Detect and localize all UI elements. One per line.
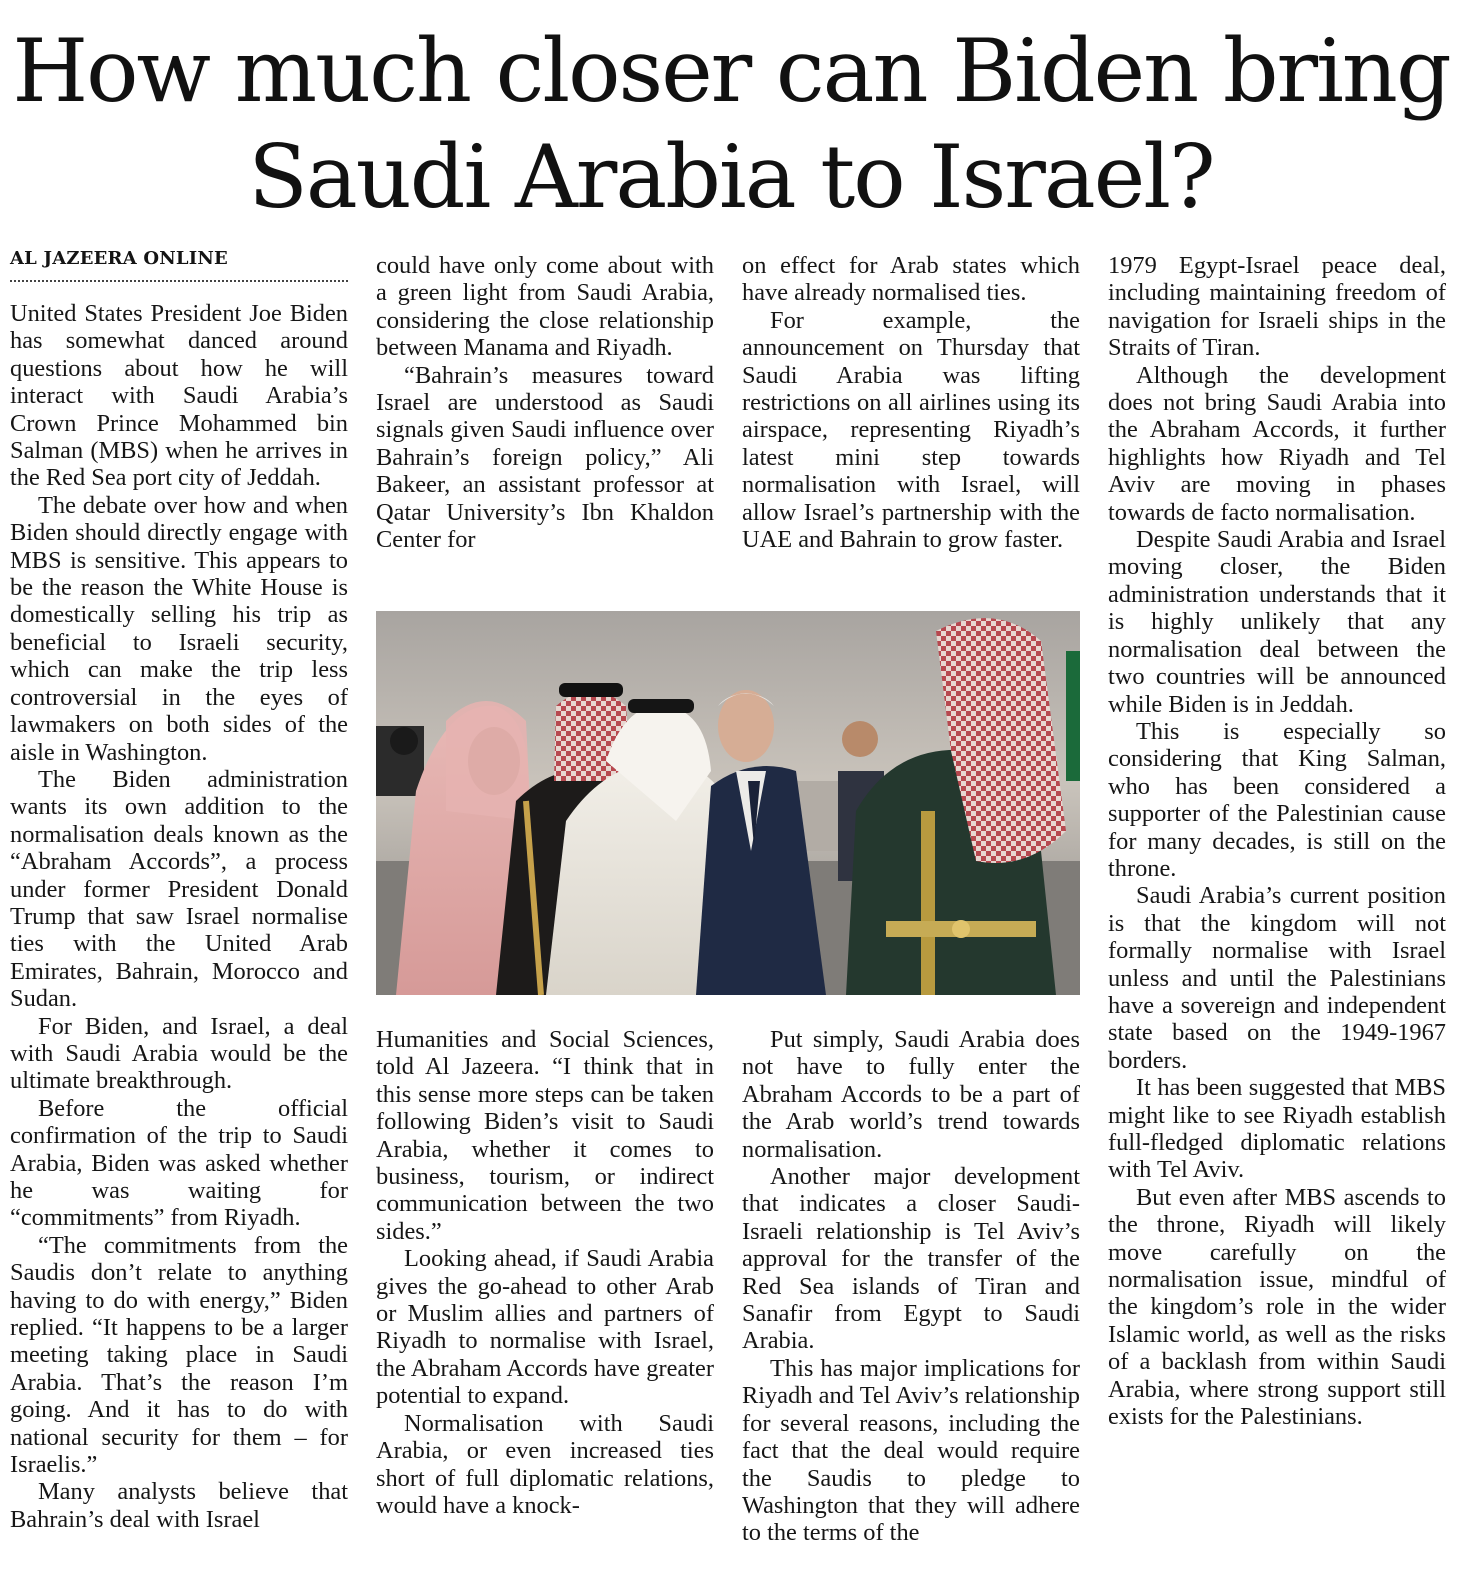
paragraph: This has major implications for Riyadh and Tel Aviv’s relationship for several reasons, including the fact that the deal would require the Saudis to pledge to Washington that they will adhere to the terms of the [742,1354,1080,1547]
article-column-3-top [742,252,1080,553]
paragraph: It has been suggested that MBS might like to see Riyadh establish full-fledged diplomatic relations with Tel Aviv. [1108,1074,1446,1184]
paragraph: 1979 Egypt-Israel peace deal, including maintaining freedom of navigation for Israeli ships in the Straits of Tiran. [1108,252,1446,362]
paragraph: But even after MBS ascends to the throne, Riyadh will likely move carefully on the normalisation issue, mindful of the kingdom’s role in the wider Islamic world, as well as the risks of a backlash from within Saudi Arabia, where strong support still exists for the Palestinians. [1108,1183,1446,1431]
paragraph: could have only come about with a green light from Saudi Arabia, considering the close relationship between Manama and Riyadh. [376,252,714,362]
byline: AL JAZEERA ONLINE [10,246,348,282]
paragraph: The Biden administration wants its own addition to the normalisation deals known as the “Abraham Accords”, a process under former President Donald Trump that saw Israel normalise ties with the United Arab Emirates, Bahrain, Morocco and Sudan. [10,765,348,1013]
paragraph: on effect for Arab states which have already normalised ties. [742,252,1080,307]
news-photo [376,611,1080,995]
paragraph: Humanities and Social Sciences, told Al Jazeera. “I think that in this sense more steps can be taken following Biden’s visit to Saudi Arabia, whether it comes to business, tourism, or indirect communication between the two sides.” [376,1026,714,1245]
article-column-3-bottom [742,1026,1080,1547]
paragraph: Put simply, Saudi Arabia does not have to fully enter the Abraham Accords to be a part of the Arab world’s trend towards normalisation. [742,1026,1080,1163]
paragraph: For Biden, and Israel, a deal with Saudi Arabia would be the ultimate breakthrough. [10,1012,348,1095]
paragraph: Despite Saudi Arabia and Israel moving closer, the Biden administration understands that it is highly unlikely that any normalisation deal between the two countries will be announced while Biden is in Jeddah. [1108,526,1446,718]
photo-illustration [376,611,1080,995]
article-column-2-bottom [376,1026,714,1519]
paragraph: Although the development does not bring Saudi Arabia into the Abraham Accords, it further highlights how Riyadh and Tel Aviv are moving in phases towards de facto normalisation. [1108,361,1446,526]
paragraph: Looking ahead, if Saudi Arabia gives the go-ahead to other Arab or Muslim allies and partners of Riyadh to normalise with Israel, the Abraham Accords have greater potential to expand. [376,1245,714,1410]
paragraph: Before the official confirmation of the trip to Saudi Arabia, Biden was asked whether he was waiting for “commitments” from Riyadh. [10,1094,348,1232]
paragraph: For example, the announcement on Thursday that Saudi Arabia was lifting restrictions on all airlines using its airspace, representing Riyadh’s latest mini step towards normalisation with Israel, will allow Israel’s partnership with the UAE and Bahrain to grow faster. [742,306,1080,554]
paragraph: United States President Joe Biden has somewhat danced around questions about how he will interact with Saudi Arabia’s Crown Prince Mohammed bin Salman (MBS) when he arrives in the Red Sea port city of Jeddah. [10,300,348,492]
paragraph: Normalisation with Saudi Arabia, or even increased ties short of full diplomatic relations, would have a knock- [376,1409,714,1519]
paragraph: Saudi Arabia’s current position is that the kingdom will not formally normalise with Israel unless and until the Palestinians have a sovereign and independent state based on the 1949-1967 borders. [1108,882,1446,1074]
paragraph: The debate over how and when Biden should directly engage with MBS is sensitive. This appears to be the reason the White House is domestically selling his trip as beneficial to Israeli security, which can make the trip less controversial in the eyes of lawmakers on both sides of the aisle in Washington. [10,491,348,766]
paragraph: This is especially so considering that King Salman, who has been considered a supporter of the Palestinian cause for many decades, is still on the throne. [1108,717,1446,882]
paragraph: Another major development that indicates a closer Saudi-Israeli relationship is Tel Aviv’s approval for the transfer of the Red Sea islands of Tiran and Sanafir from Egypt to Saudi Arabia. [742,1163,1080,1355]
paragraph: Many analysts believe that Bahrain’s deal with Israel [10,1478,348,1533]
paragraph: “Bahrain’s measures toward Israel are understood as Saudi signals given Saudi influence over Bahrain’s foreign policy,” Ali Bakeer, an assistant professor at Qatar University’s Ibn Khaldon Center for [376,361,714,554]
article-column-4 [1108,252,1446,1430]
headline: How much closer can Biden bring Saudi Arabia to Israel? [12,20,1450,228]
article-column-1 [10,300,348,1533]
article-column-2-top [376,252,714,553]
paragraph: “The commitments from the Saudis don’t relate to anything having to do with energy,” Biden replied. “It happens to be a larger meeting taking place in Saudi Arabia. That’s the reason I’m going. And it has to do with national security for them – for Israelis.” [10,1231,348,1479]
